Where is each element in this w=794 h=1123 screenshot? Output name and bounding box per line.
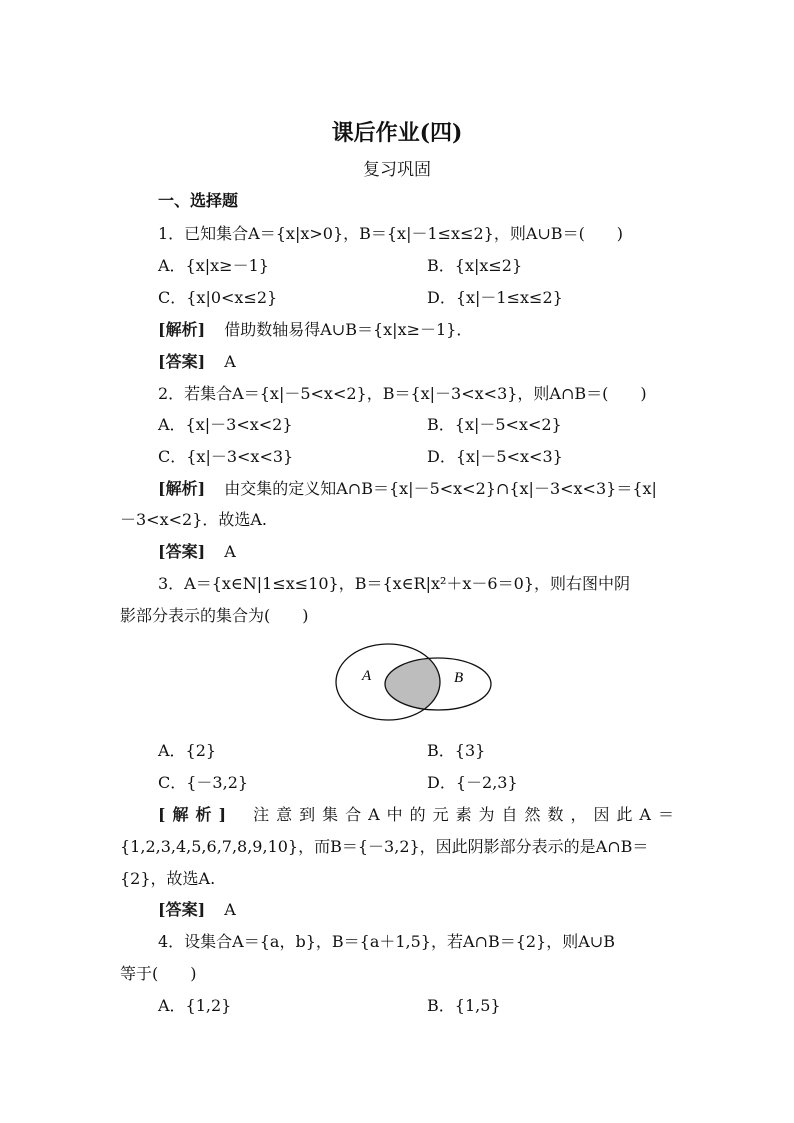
question-3-option-d: D．{－2,3}: [427, 773, 518, 792]
page-title: 课后作业(四): [331, 120, 463, 146]
question-3-analysis-text: 注意到集合A中的元素为自然数，因此A＝: [253, 805, 675, 824]
analysis-tag: [解析]: [158, 479, 206, 498]
venn-label-b: B: [454, 670, 464, 686]
venn-diagram: [330, 638, 500, 726]
question-1-option-a: A．{x|x≥－1}: [158, 256, 269, 275]
question-3-option-b: B．{3}: [427, 741, 486, 760]
question-2-answer: [158, 541, 236, 563]
question-1-answer: [158, 351, 236, 373]
analysis-tag: [解析]: [158, 805, 228, 824]
question-3-analysis-line-3: {2}，故选A.: [120, 869, 216, 888]
question-2-option-d: D．{x|－5<x<3}: [427, 447, 563, 466]
question-2-option-b: B．{x|－5<x<2}: [427, 415, 562, 434]
question-1-analysis: [158, 319, 472, 341]
analysis-tag: [解析]: [158, 320, 206, 339]
answer-tag: [答案]: [158, 900, 206, 919]
question-3-option-c: C．{－3,2}: [158, 773, 249, 792]
question-1-option-b: B．{x|x≤2}: [427, 256, 523, 275]
question-1-option-c: C．{x|0<x≤2}: [158, 288, 278, 307]
question-3-analysis-line-2: {1,2,3,4,5,6,7,8,9,10}，而B＝{－3,2}，因此阴影部分表示的是A∩B＝: [120, 837, 649, 856]
question-2-option-a: A．{x|－3<x<2}: [158, 415, 293, 434]
question-3-stem-continued: 影部分表示的集合为( ): [120, 606, 309, 625]
venn-label-a: A: [362, 668, 372, 684]
question-2-answer-value: A: [224, 542, 236, 561]
question-3-analysis: [158, 804, 675, 826]
question-4-stem: 4．设集合A＝{a，b}，B＝{a＋1,5}，若A∩B＝{2}，则A∪B: [158, 932, 615, 951]
question-4-stem-continued: 等于( ): [120, 964, 197, 983]
question-1-stem: 1．已知集合A＝{x|x>0}，B＝{x|－1≤x≤2}，则A∪B＝( ): [158, 224, 624, 243]
question-2-analysis: [158, 478, 657, 500]
question-3-answer-value: A: [224, 900, 236, 919]
question-2-option-c: C．{x|－3<x<3}: [158, 447, 294, 466]
question-2-analysis-continued: －3<x<2}．故选A.: [120, 510, 268, 529]
question-3-option-a: A．{2}: [158, 741, 217, 760]
question-1-answer-value: A: [224, 352, 236, 371]
question-3-answer: [158, 899, 236, 921]
question-4-option-a: A．{1,2}: [158, 996, 232, 1015]
question-2-stem: 2．若集合A＝{x|－5<x<2}，B＝{x|－3<x<3}，则A∩B＝( ): [158, 384, 647, 403]
question-4-option-b: B．{1,5}: [427, 996, 501, 1015]
section-heading: 一、选择题: [158, 191, 239, 210]
question-2-analysis-text: 由交集的定义知A∩B＝{x|－5<x<2}∩{x|－3<x<3}＝{x|: [224, 479, 657, 498]
question-1-option-d: D．{x|－1≤x≤2}: [427, 288, 563, 307]
question-3-stem: 3．A＝{x∈N|1≤x≤10}，B＝{x∈R|x²＋x－6＝0}，则右图中阴: [158, 574, 630, 593]
question-1-analysis-text: 借助数轴易得A∪B＝{x|x≥－1}．: [224, 320, 473, 339]
answer-tag: [答案]: [158, 542, 206, 561]
answer-tag: [答案]: [158, 352, 206, 371]
page-subtitle: 复习巩固: [363, 160, 431, 180]
